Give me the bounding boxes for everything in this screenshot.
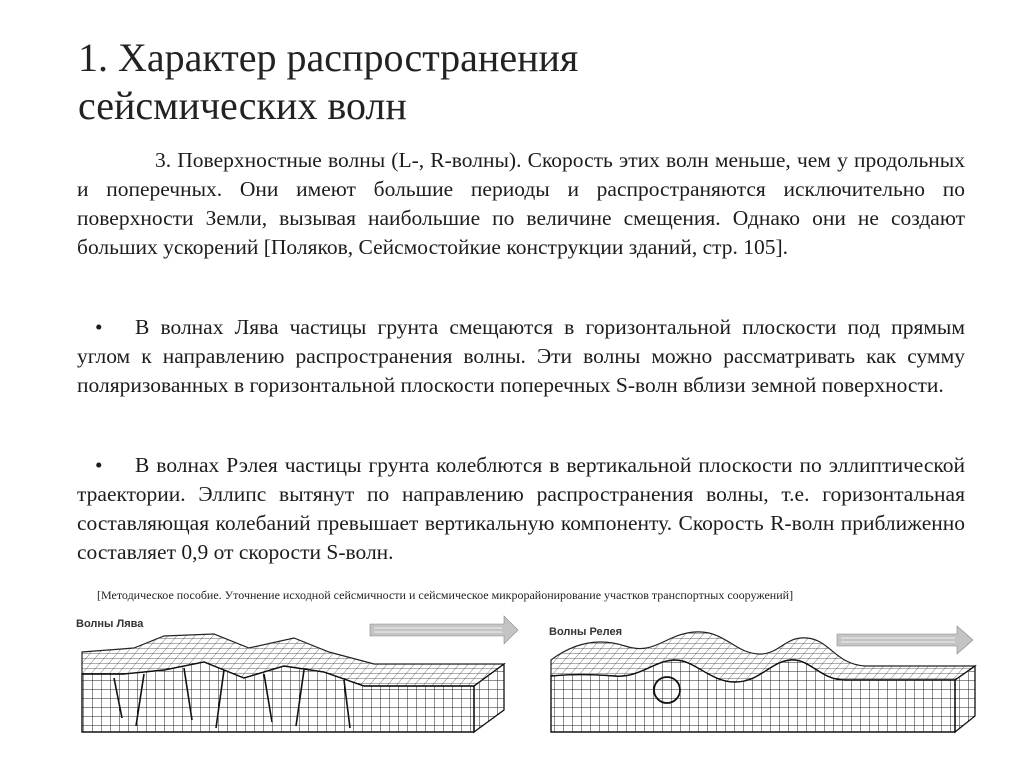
propagation-arrow-icon — [837, 626, 973, 654]
source-citation: [Методическое пособие. Уточнение исходной сейсмичности и сейсмическое микрорайонирование участков транспортных сооружений] — [97, 588, 794, 602]
bullet-love-waves — [77, 313, 965, 400]
bullet-rayleigh-waves — [77, 451, 965, 567]
page-title — [78, 34, 898, 130]
bullet-marker: • — [95, 315, 103, 339]
bullet-text: В волнах Лява частицы грунта смещаются в горизонтальной плоскости под прямым углом к направлению распространения волны. Эти волны можно рассматривать как сумму поляризованных в горизонтальной плоскости поперечных S-волн вблизи земной поверхности. — [77, 315, 965, 397]
bullet-text: В волнах Рэлея частицы грунта колеблются в вертикальной плоскости по эллиптической траектории. Эллипс вытянут по направлению распространения волны, т.е. горизонтальная составляющая колебаний превышает вертикальную компоненту. Скорость R-волн приближенно составляет 0,9 от скорости S-волн. — [77, 453, 965, 564]
love-wave-label: Волны Лява — [76, 618, 144, 630]
title-line-2: сейсмических волн — [78, 83, 407, 128]
love-wave-figure — [74, 608, 520, 738]
title-line-1: 1. Характер распространения — [78, 35, 579, 80]
rayleigh-wave-figure — [545, 608, 980, 738]
bullet-marker: • — [95, 453, 103, 477]
intro-paragraph: 3. Поверхностные волны (L-, R-волны). Скорость этих волн меньше, чем у продольных и поперечных. Они имеют большие периоды и распространяются исключительно по поверхности Земли, вызывая наибольшие по величине смещения. Однако они не создают больших ускорений [Поляков, Сейсмостойкие конструкции зданий, стр. 105]. — [77, 148, 965, 259]
rayleigh-wave-label: Волны Релея — [549, 626, 623, 638]
propagation-arrow-icon — [370, 616, 518, 644]
